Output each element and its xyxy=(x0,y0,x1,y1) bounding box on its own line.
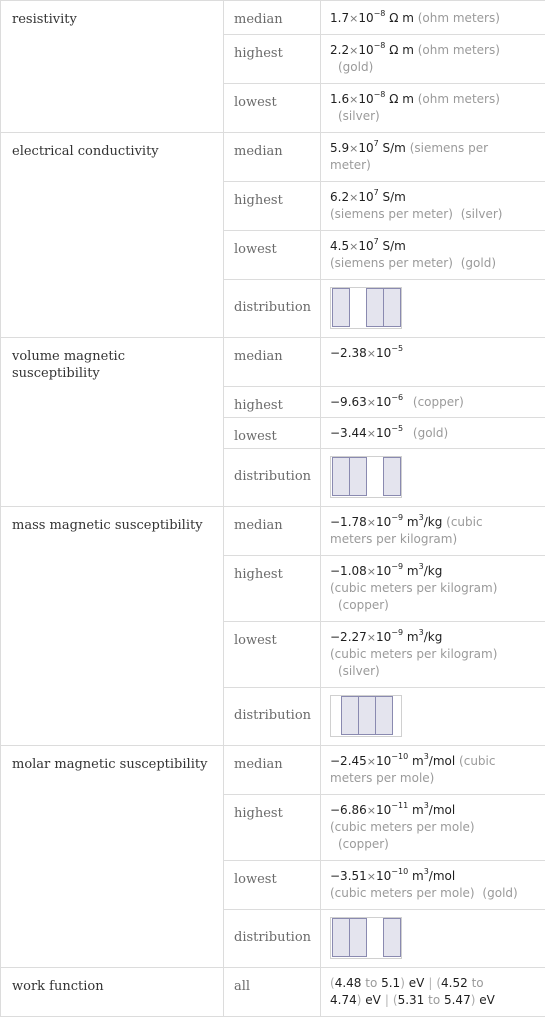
value-cell xyxy=(321,910,545,968)
histogram-bar xyxy=(384,458,401,496)
histogram-bar xyxy=(376,697,393,735)
stat-label: median xyxy=(224,1,321,35)
table-row xyxy=(1,507,545,556)
histogram-bar xyxy=(342,697,359,735)
table-row xyxy=(1,1,545,35)
value-cell: $-1.08\times 10^{-9}$ $m^3/kg$ (cubic meters per kilogram) (copper) xyxy=(321,556,545,622)
value-cell xyxy=(321,688,545,746)
table-row xyxy=(1,746,545,795)
distribution-histogram xyxy=(330,917,402,959)
stat-label: lowest xyxy=(224,84,321,133)
table-row xyxy=(1,133,545,182)
value-cell: (4.48 to 5.1) eV | (4.52 to 4.74) eV | (5.31 to 5.47) eV xyxy=(321,968,545,1017)
property-name-resistivity: resistivity xyxy=(1,1,224,133)
histogram-bar xyxy=(333,919,350,957)
stat-label: median xyxy=(224,133,321,182)
stat-label: highest xyxy=(224,556,321,622)
table-row xyxy=(1,338,545,387)
value-cell: $1.6\times 10^{-8}$ Ω m (ohm meters) (silver) xyxy=(321,84,545,133)
histogram-bar xyxy=(333,289,350,327)
histogram-bar xyxy=(384,289,401,327)
value-cell xyxy=(321,280,545,338)
stat-label: distribution xyxy=(224,449,321,507)
distribution-histogram xyxy=(330,456,402,498)
property-name-volume-susceptibility: volume magnetic susceptibility xyxy=(1,338,224,507)
stat-label: highest xyxy=(224,182,321,231)
histogram-bar xyxy=(350,458,367,496)
value-cell: $-3.44\times 10^{-5}$ (gold) xyxy=(321,418,545,449)
value-cell: $5.9\times 10^7$ S/m (siemens per meter) xyxy=(321,133,545,182)
property-name-molar-susceptibility: molar magnetic susceptibility xyxy=(1,746,224,968)
value-cell: $4.5\times 10^7$ S/m (siemens per meter) (gold) xyxy=(321,231,545,280)
stat-label: lowest xyxy=(224,231,321,280)
value-cell: $2.2\times 10^{-8}$ Ω m (ohm meters) (gold) xyxy=(321,35,545,84)
distribution-histogram xyxy=(330,287,402,329)
value-cell xyxy=(321,449,545,507)
value-cell: $-2.45\times 10^{-10}$ $m^3$/mol (cubic meters per mole) xyxy=(321,746,545,795)
value-cell: $6.2\times 10^7$ S/m (siemens per meter) (silver) xyxy=(321,182,545,231)
value-cell: $1.7\times 10^{-8}$ Ω m (ohm meters) xyxy=(321,1,545,35)
histogram-bar xyxy=(359,697,376,735)
table-row xyxy=(1,968,545,1017)
stat-label: median xyxy=(224,507,321,556)
stat-label: distribution xyxy=(224,280,321,338)
stat-label: highest xyxy=(224,387,321,418)
stat-label: all xyxy=(224,968,321,1017)
histogram-bar xyxy=(350,919,367,957)
value-cell: $-2.27\times 10^{-9}$ $m^3/kg$ (cubic meters per kilogram) (silver) xyxy=(321,622,545,688)
stat-label: distribution xyxy=(224,910,321,968)
stat-label: median xyxy=(224,746,321,795)
property-name-mass-susceptibility: mass magnetic susceptibility xyxy=(1,507,224,746)
value-cell: $-3.51\times 10^{-10}$ $m^3$/mol (cubic meters per mole) (gold) xyxy=(321,861,545,910)
stat-label: highest xyxy=(224,795,321,861)
value-cell: $-2.38\times 10^{-5}$ xyxy=(321,338,545,387)
stat-label: lowest xyxy=(224,622,321,688)
histogram-bar xyxy=(384,919,401,957)
histogram-bar xyxy=(333,458,350,496)
value-cell: $-9.63\times 10^{-6}$ (copper) xyxy=(321,387,545,418)
property-name-work-function: work function xyxy=(1,968,224,1017)
distribution-histogram xyxy=(330,695,402,737)
stat-label: highest xyxy=(224,35,321,84)
value-cell: $-6.86\times 10^{-11}$ $m^3$/mol (cubic meters per mole) (copper) xyxy=(321,795,545,861)
stat-label: distribution xyxy=(224,688,321,746)
histogram-bar xyxy=(367,289,384,327)
property-name-conductivity: electrical conductivity xyxy=(1,133,224,338)
value-cell: $-1.78\times 10^{-9}$ $m^3/kg$ (cubic meters per kilogram) xyxy=(321,507,545,556)
stat-label: lowest xyxy=(224,861,321,910)
stat-label: median xyxy=(224,338,321,387)
stat-label: lowest xyxy=(224,418,321,449)
